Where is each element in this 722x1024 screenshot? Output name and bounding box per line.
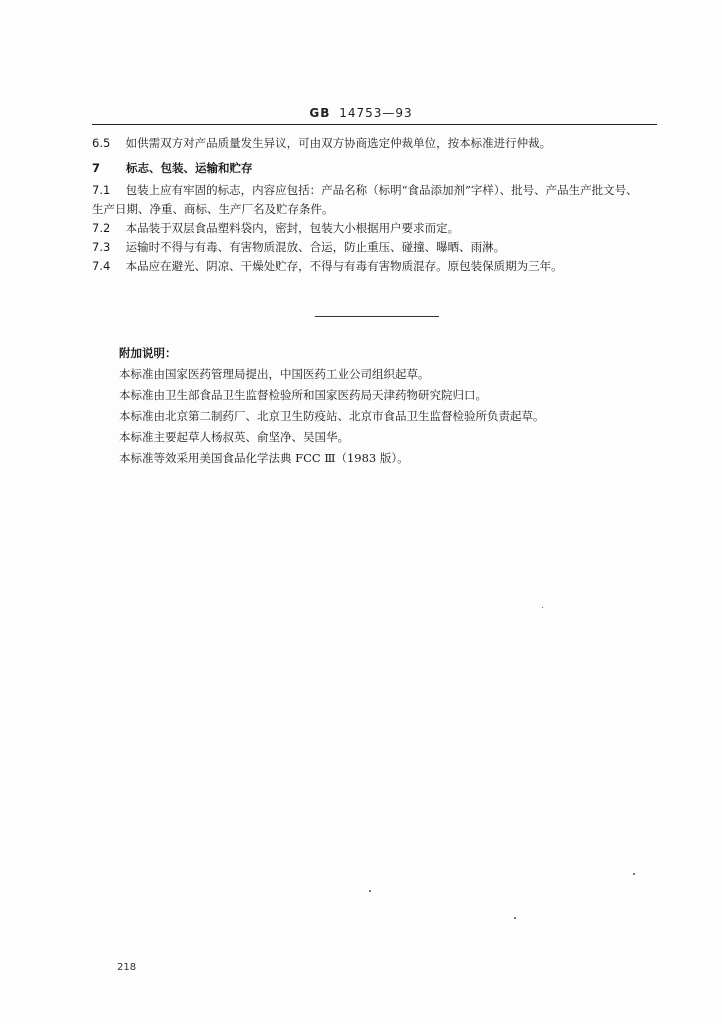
clause-7-1 [92,181,658,200]
end-of-standard-rule [315,316,439,317]
clause-text: 包装上应有牢固的标志，内容应包括：产品名称（标明“食品添加剂”字样）、批号、产品生产批文号、 [125,183,638,197]
section-7-heading [92,159,658,178]
header-rule [92,124,657,125]
scan-speck [514,917,516,919]
clause-7-3 [92,238,658,257]
notes-line: 本标准由北京第二制药厂、北京卫生防疫站、北京市食品卫生监督检验所负责起草。 [119,409,545,423]
clause-number: 7.3 [92,240,111,254]
notes-line: 本标准等效采用美国食品化学法典 FCC Ⅲ（1983 版）。 [119,451,409,465]
clause-number: 7.4 [92,259,111,273]
standard-prefix: GB [309,106,331,120]
scan-speck [369,890,371,892]
clause-7-4 [92,257,658,276]
main-content [92,134,658,276]
clause-text: 本品装于双层食品塑料袋内，密封，包装大小根据用户要求而定。 [125,221,460,235]
clause-7-1-continuation: 生产日期、净重、商标、生产厂名及贮存条件。 [92,202,334,216]
clause-number: 6.5 [92,136,111,150]
notes-line: 本标准由卫生部食品卫生监督检验所和国家医药局天津药物研究院归口。 [119,388,487,402]
additional-notes [119,343,639,469]
notes-title: 附加说明： [119,346,177,360]
clause-text: 运输时不得与有毒、有害物质混放、合运，防止重压、碰撞、曝晒、雨淋。 [125,240,506,254]
page-number: 218 [117,962,137,973]
clause-number: 7.2 [92,221,111,235]
clause-text: 如供需双方对产品质量发生异议，可由双方协商选定仲裁单位，按本标准进行仲裁。 [125,136,552,150]
clause-7-2 [92,219,658,238]
standard-code-header [0,106,722,120]
notes-line: 本标准主要起草人杨叔英、俞坚净、吴国华。 [119,430,349,444]
scan-speck [542,607,543,608]
section-number: 7 [92,161,101,175]
clause-text: 本品应在避光、阴凉、干燥处贮存，不得与有毒有害物质混存。原包装保质期为三年。 [125,259,563,273]
scan-speck [633,873,635,875]
clause-number: 7.1 [92,183,111,197]
section-title: 标志、包装、运输和贮存 [126,161,253,175]
standard-number: 14753—93 [339,106,413,120]
notes-line: 本标准由国家医药管理局提出，中国医药工业公司组织起草。 [119,367,430,381]
clause-6-5 [92,134,658,153]
